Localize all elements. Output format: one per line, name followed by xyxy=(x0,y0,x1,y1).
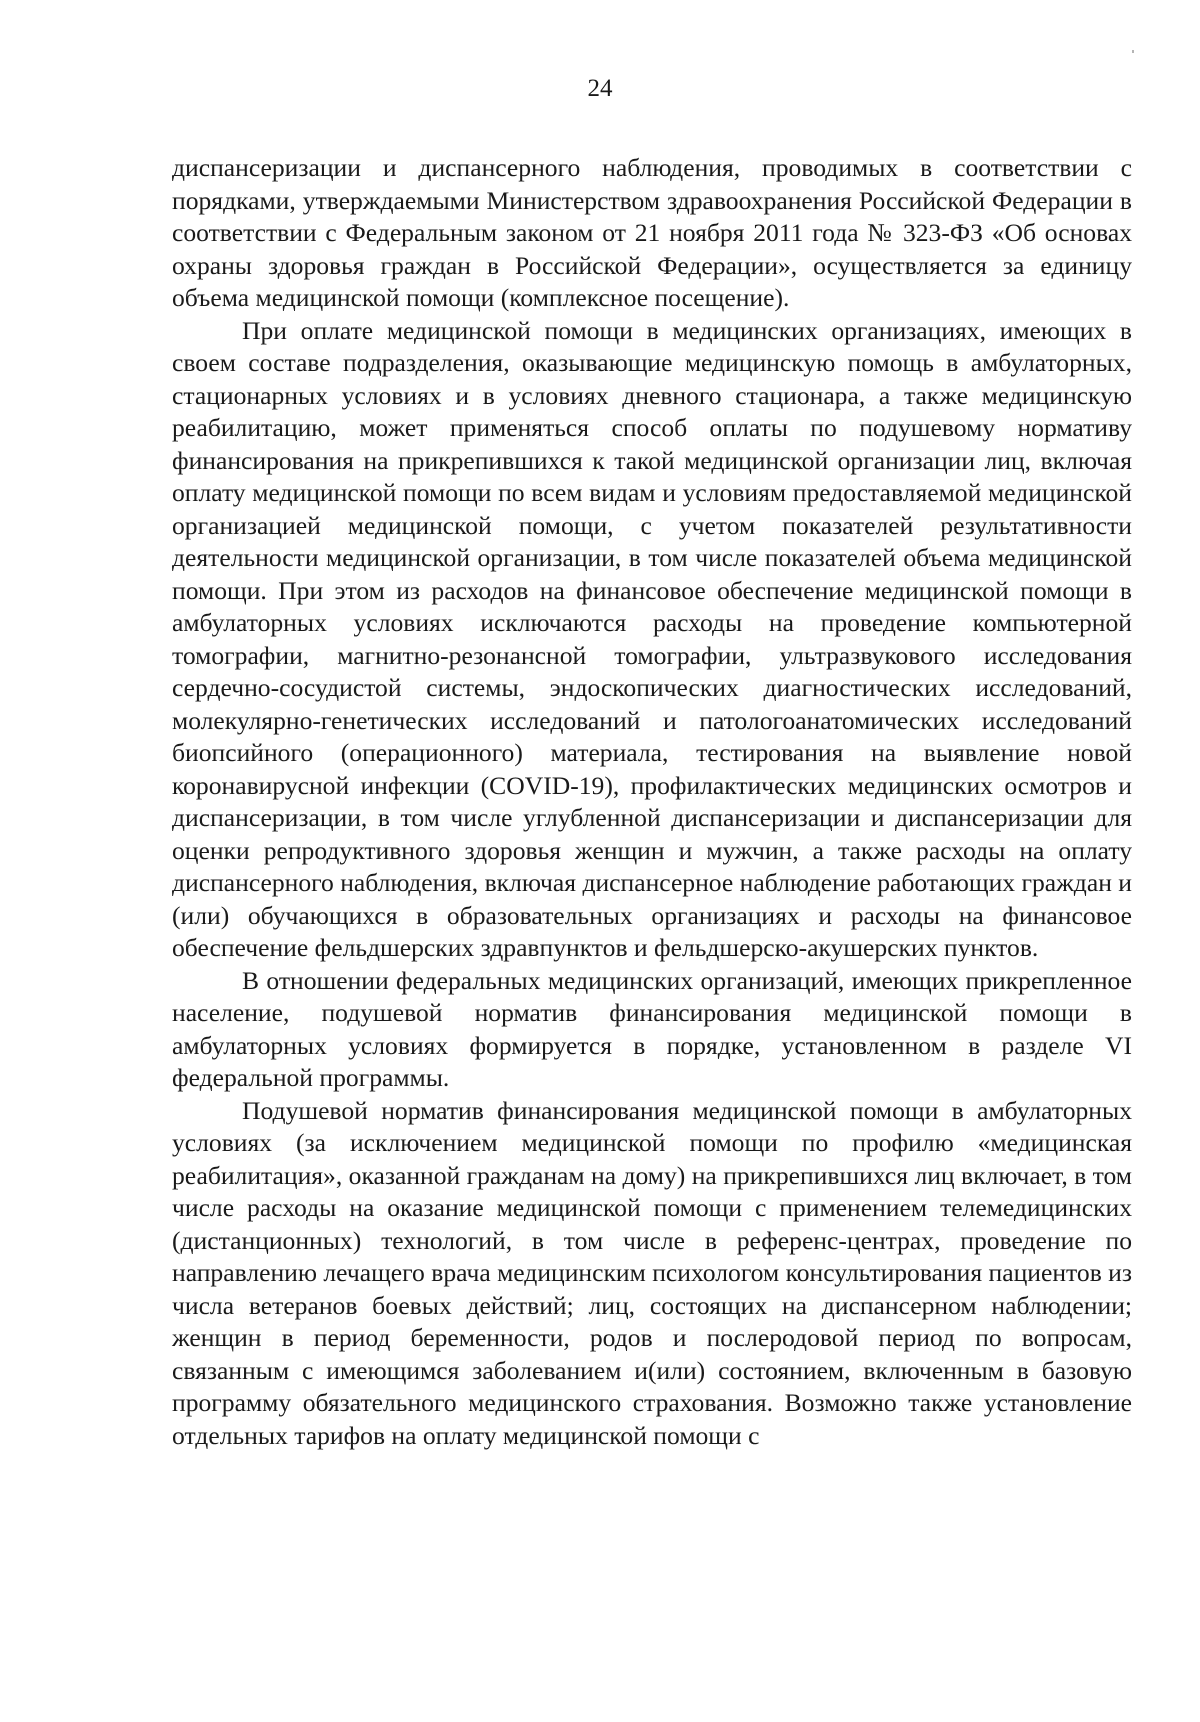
paragraph-per-capita-standard: Подушевой норматив финансирования медицинской помощи в амбулаторных условиях (за исключением медицинской помощи по профилю «медицинская реабилитация», оказанной гражданам на дому) на прикрепившихся лиц включает, в том числе расходы на оказание медицинской помощи с применением телемедицинских (дистанционных) технологий, в том числе в референс-центрах, проведение по направлению лечащего врача медицинским психологом консультирования пациентов из числа ветеранов боевых действий; лиц, состоящих на диспансерном наблюдении; женщин в период беременности, родов и послеродовой период по вопросам, связанным с имеющимся заболеванием и(или) состоянием, включенным в базовую программу обязательного медицинского страхования. Возможно также установление отдельных тарифов на оплату медицинской помощи с xyxy=(172,1095,1132,1450)
page-number: 24 xyxy=(587,75,613,102)
paragraph-payment-methods: При оплате медицинской помощи в медицинских организациях, имеющих в своем составе подразделения, оказывающие медицинскую помощь в амбулаторных, стационарных условиях и в условиях дневного стационара, а также медицинскую реабилитацию, может применяться способ оплаты по подушевому нормативу финансирования на прикрепившихся к такой медицинской организации лиц, включая оплату медицинской помощи по всем видам и условиям предоставляемой медицинской организацией медицинской помощи, с учетом показателей результативности деятельности медицинской организации, в том числе показателей объема медицинской помощи. При этом из расходов на финансовое обеспечение медицинской помощи в амбулаторных условиях исключаются расходы на проведение компьютерной томографии, магнитно-резонансной томографии, ультразвукового исследования сердечно-сосудистой системы, эндоскопических диагностических исследований, молекулярно-генетических исследований и патологоанатомических исследований биопсийного (операционного) материала, тестирования на выявление новой коронавирусной инфекции (COVID-19), профилактических медицинских осмотров и диспансеризации, в том числе углубленной диспансеризации и диспансеризации для оценки репродуктивного здоровья женщин и мужчин, а также расходы на оплату диспансерного наблюдения, включая диспансерное наблюдение работающих граждан и (или) обучающихся в образовательных организациях и расходы на финансовое обеспечение фельдшерских здравпунктов и фельдшерско-акушерских пунктов. xyxy=(172,315,1132,962)
paragraph-continuation: диспансеризации и диспансерного наблюдения, проводимых в соответствии с порядками, утверждаемыми Министерством здравоохранения Российской Федерации в соответствии с Федеральным законом от 21 ноября 2011 года № 323-ФЗ «Об основах охраны здоровья граждан в Российской Федерации», осуществляется за единицу объема медицинской помощи (комплексное посещение). xyxy=(172,153,1132,312)
scan-artifact xyxy=(1132,50,1134,53)
document-body xyxy=(172,152,1132,1452)
paragraph-federal-organizations: В отношении федеральных медицинских организаций, имеющих прикрепленное население, подушевой норматив финансирования медицинской помощи в амбулаторных условиях формируется в порядке, установленном в разделе VI федеральной программы. xyxy=(172,965,1132,1092)
